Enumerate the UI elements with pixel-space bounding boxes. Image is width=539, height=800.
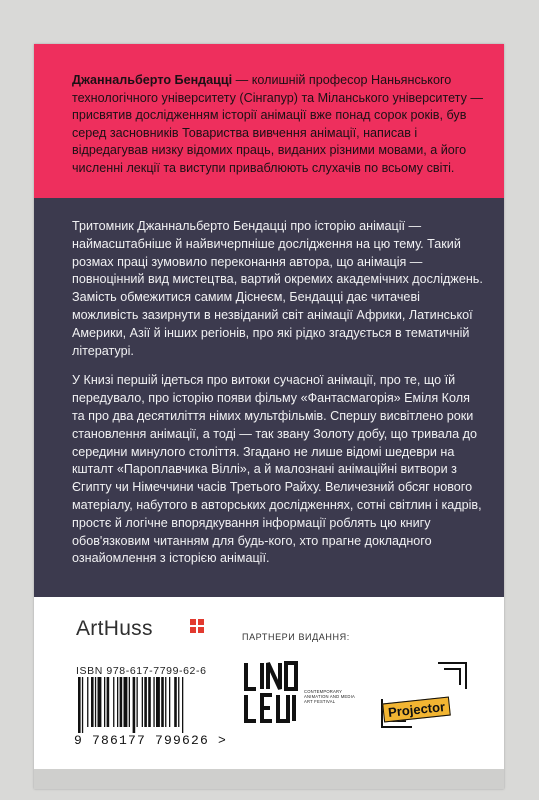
author-block (34, 44, 504, 198)
linoleum-logo (242, 659, 298, 725)
description-block (34, 198, 504, 601)
barcode-icon (76, 677, 226, 733)
projector-logo: Projector (382, 697, 451, 723)
publisher-logo: ArtHuss (76, 617, 153, 640)
barcode-digits: 9 786177 799626 > (74, 733, 228, 748)
author-name: Джаннальберто Бендацці (72, 73, 233, 87)
book-back-cover (34, 44, 504, 789)
publisher-logo-mark-icon (190, 619, 204, 633)
footer-panel (34, 597, 504, 769)
author-bio: — колишній професор Наньянського технологічного університету (Сінгапур) та Міланського університету — присвятив дослідженням історії анімації вже понад сорок років, був серед засновників Товариства вивчення анімації, написав і відредагував низку відомих праць, виданих різними мовами, а його численні лекції та виступи приваблюють слухачів по всьому світі. (72, 73, 483, 175)
description-paragraph-1: Тритомник Джаннальберто Бендацці про історію анімації — наймасштабніше й найвичерпніше дослідження на цю тему. Такий розмах праці зумовило переконання автора, що анімація — повноцінний вид мистецтва, вартий окремих академічних досліджень. Замість обмежитися самим Діснеєм, Бендацці дає читачеві можливість зазирнути в незвіданий світ анімації Африки, Латинської Америки, Азії й інших регіонів, про які рідко згадується в тематичній літературі. (72, 219, 483, 358)
partners-label: ПАРТНЕРИ ВИДАННЯ: (242, 632, 350, 642)
linoleum-caption: CONTEMPORARY ANIMATION AND MEDIA ART FESTIVAL (304, 689, 355, 704)
description-paragraph-2: У Книзі першій ідеться про витоки сучасної анімації, про те, що їй передувало, про історію появи фільму «Фантасмагорія» Еміля Коля та про два десятиліття німих мультфільмів. Спершу висвітлено роки становлення анімації, а тоді — так звану Золоту добу, що тривала до середини минулого століття. Згадано не лише відомі шедеври на кшталт «Пароплавчика Віллі», а й малознані анімаційні витвори з Єгипту чи Німеччини часів Третього Райху. Величезний обсяг нового матеріалу, набутого в авторських дослідженнях, сотні світлин і кадрів, простє й логічне впорядкування інформації роблять цю книгу обов'язковим читанням для будь-кого, хто прагне докладного ознайомлення з історією анімації. (72, 373, 482, 566)
isbn-label: ISBN 978-617-7799-62-6 (76, 665, 207, 677)
